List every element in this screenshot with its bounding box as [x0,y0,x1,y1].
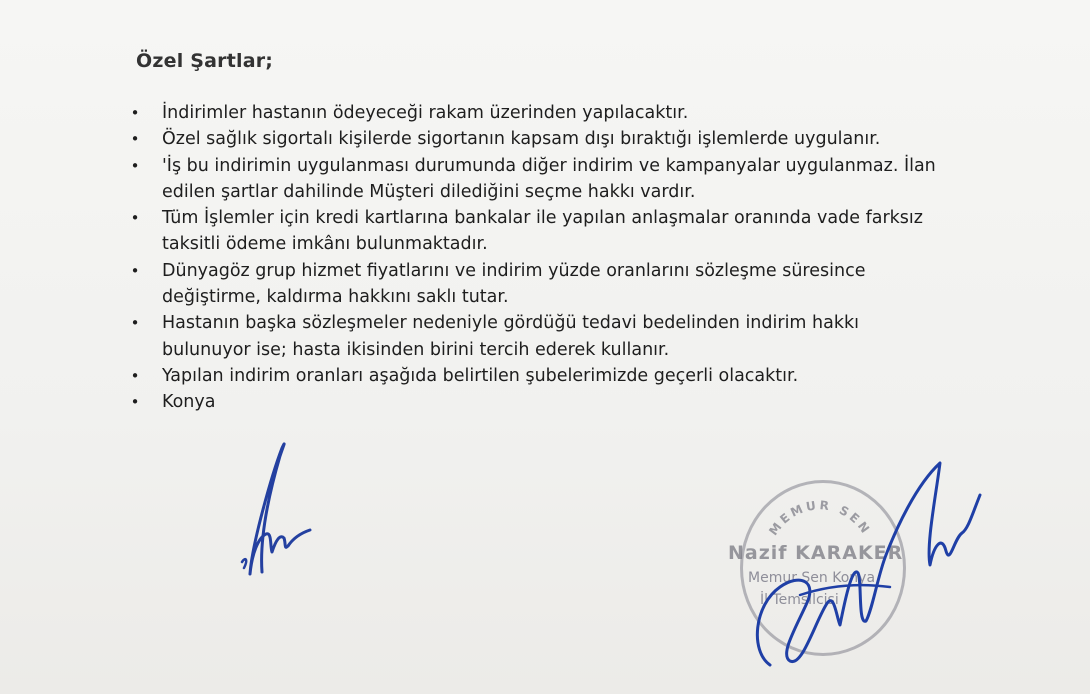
term-text-line-2: değiştirme, kaldırma hakkını saklı tutar. [162,287,509,308]
term-text-line-1: Tüm İşlemler için kredi kartlarına bankalar ile yapılan anlaşmalar oranında vade farksız [162,208,923,229]
list-item [126,153,986,206]
bullet-icon: • [130,209,140,228]
term-text-line-1: Dünyagöz grup hizmet fiyatlarını ve indirim yüzde oranlarını sözleşme süresince [162,260,866,281]
initials-signature [222,434,322,584]
stamp-title: İl Temsilcisi [760,592,839,608]
section-heading: Özel Şartlar; [136,50,274,72]
term-text-line-2: taksitli ödeme imkânı bulunmaktadır. [162,234,488,255]
term-text-line-1: Hastanın başka sözleşmeler nedeniyle gördüğü tedavi bedelinden indirim hakkı [162,313,859,334]
list-item [126,126,986,152]
list-item [126,100,986,126]
list-item [126,389,986,415]
list-item [126,205,986,258]
term-text: İndirimler hastanın ödeyeceği rakam üzerinden yapılacaktır. [162,103,689,123]
bullet-icon: • [130,104,140,122]
term-text-line-2: edilen şartlar dahilinde Müşteri dilediğini seçme hakkı vardır. [162,181,696,202]
bullet-icon: • [130,366,140,385]
stamp-ring-label: MEMUR SEN [766,498,874,539]
bullet-icon: • [130,156,140,175]
term-text-line-2: bulunuyor ise; hasta ikisinden birini tercih ederek kullanır. [162,339,670,360]
bullet-icon: • [130,261,140,280]
bullet-icon: • [130,393,140,412]
stamp-organization: Memur Sen Konya [748,570,876,586]
bullet-icon: • [130,314,140,333]
term-text: Yapılan indirim oranları aşağıda belirtilen şubelerimizde geçerli olacaktır. [162,365,799,386]
terms-list [126,100,986,416]
list-item [126,363,986,389]
stamp-name: Nazif KARAKER [728,542,904,564]
term-text: Konya [162,392,216,413]
signature [740,455,1000,675]
bullet-icon: • [130,130,140,149]
list-item [126,310,986,363]
term-text-line-1: 'İş bu indirimin uygulanması durumunda diğer indirim ve kampanyalar uygulanmaz. İlan [162,155,936,176]
list-item [126,258,986,311]
term-text: Özel sağlık sigortalı kişilerde sigortanın kapsam dışı bıraktığı işlemlerde uygulanır. [162,129,881,150]
